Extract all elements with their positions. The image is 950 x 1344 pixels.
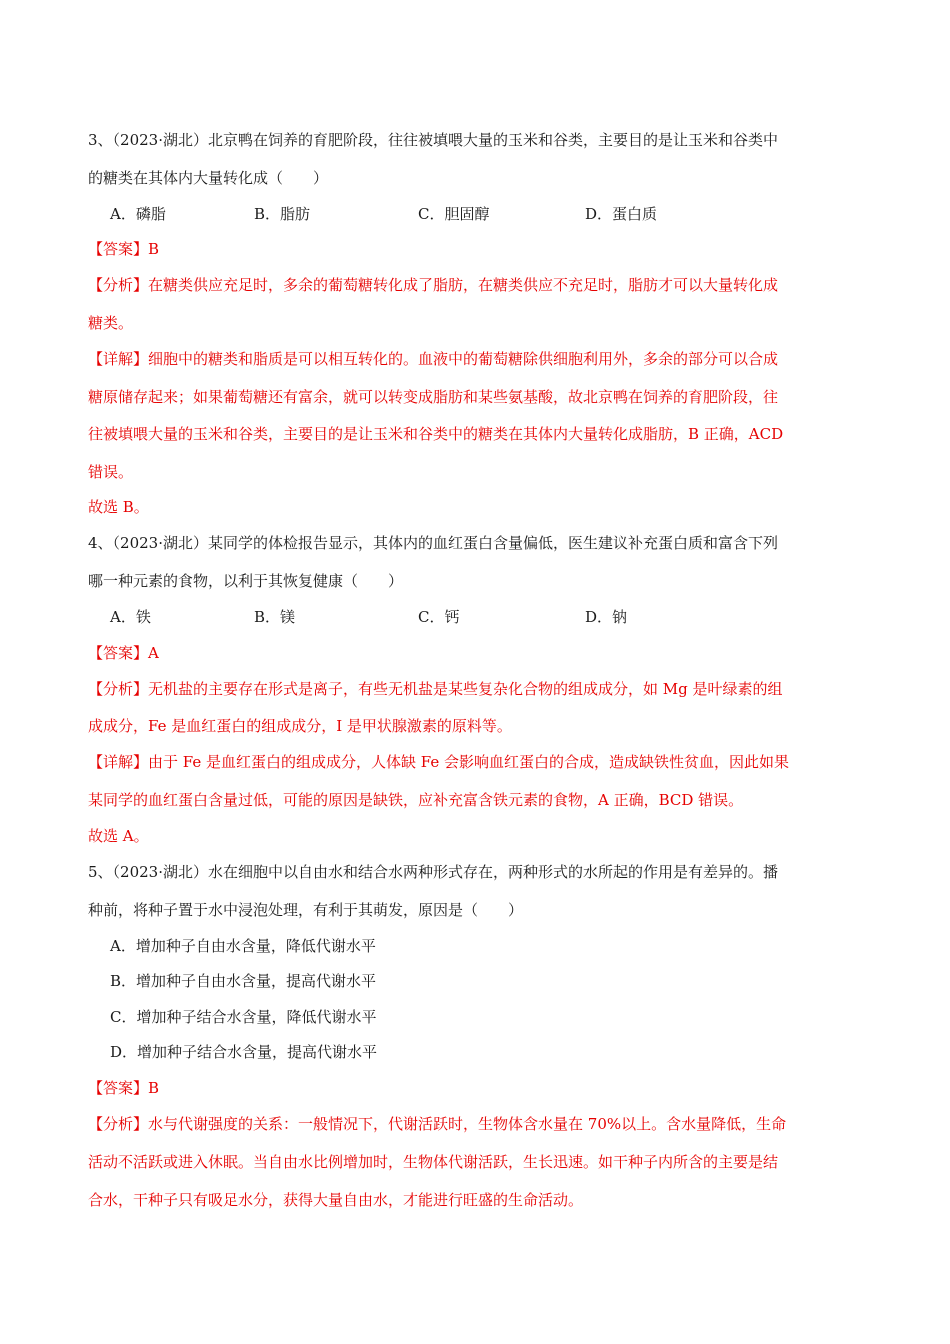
question-4-analysis-line-1: 【分析】无机盐的主要存在形式是离子，有些无机盐是某些复杂化合物的组成成分，如 Mg 是叶绿素的组 <box>88 680 783 698</box>
question-5-analysis-line-1: 【分析】水与代谢强度的关系：一般情况下，代谢活跃时，生物体含水量在 70%以上。含水量降低，生命 <box>88 1115 787 1133</box>
question-4-option-c: C．钙 <box>418 608 460 626</box>
question-3-option-b: B．脂肪 <box>254 205 311 223</box>
question-3-option-d: D．蛋白质 <box>585 205 658 223</box>
question-4-option-d: D．钠 <box>585 608 628 626</box>
question-5-stem-line-1: 5、（2023·湖北）水在细胞中以自由水和结合水两种形式存在，两种形式的水所起的作用是有差异的。播 <box>88 863 778 881</box>
question-3-stem-line-1: 3、（2023·湖北）北京鸭在饲养的育肥阶段，往往被填喂大量的玉米和谷类，主要目的是让玉米和谷类中 <box>88 131 778 149</box>
question-5-analysis-line-2: 活动不活跃或进入休眠。当自由水比例增加时，生物体代谢活跃，生长迅速。如干种子内所含的主要是结 <box>88 1153 779 1171</box>
question-5-option-d: D．增加种子结合水含量，提高代谢水平 <box>110 1043 378 1061</box>
question-5-stem-line-2: 种前，将种子置于水中浸泡处理，有利于其萌发，原因是（ ） <box>88 901 524 919</box>
question-5-analysis-line-3: 合水，干种子只有吸足水分，获得大量自由水，才能进行旺盛的生命活动。 <box>88 1191 584 1209</box>
question-4-answer: 【答案】A <box>88 644 159 662</box>
question-3-conclusion: 故选 B。 <box>88 498 149 516</box>
question-3-analysis-line-1: 【分析】在糖类供应充足时，多余的葡萄糖转化成了脂肪，在糖类供应不充足时，脂肪才可以大量转化成 <box>88 276 779 294</box>
question-4-stem-line-1: 4、（2023·湖北）某同学的体检报告显示，其体内的血红蛋白含量偏低，医生建议补充蛋白质和富含下列 <box>88 534 778 552</box>
question-4-conclusion: 故选 A。 <box>88 827 149 845</box>
question-3-detail-line-1: 【详解】细胞中的糖类和脂质是可以相互转化的。血液中的葡萄糖除供细胞利用外，多余的部分可以合成 <box>88 350 779 368</box>
question-4-stem-line-2: 哪一种元素的食物，以利于其恢复健康（ ） <box>88 572 404 590</box>
question-5-option-a: A．增加种子自由水含量，降低代谢水平 <box>110 937 376 955</box>
question-4-option-a: A．铁 <box>110 608 151 626</box>
question-5-option-c: C．增加种子结合水含量，降低代谢水平 <box>110 1008 377 1026</box>
question-3-detail-line-2: 糖原储存起来；如果葡萄糖还有富余，就可以转变成脂肪和某些氨基酸，故北京鸭在饲养的育肥阶段，往 <box>88 388 779 406</box>
question-4-detail-line-1: 【详解】由于 Fe 是血红蛋白的组成成分，人体缺 Fe 会影响血红蛋白的合成，造成缺铁性贫血，因此如果 <box>88 753 790 771</box>
question-3-option-c: C．胆固醇 <box>418 205 490 223</box>
question-5-option-b: B．增加种子自由水含量，提高代谢水平 <box>110 972 377 990</box>
question-5-answer: 【答案】B <box>88 1079 160 1097</box>
question-3-detail-line-3: 往被填喂大量的玉米和谷类，主要目的是让玉米和谷类中的糖类在其体内大量转化成脂肪，B 正确，ACD <box>88 425 784 443</box>
question-3-answer: 【答案】B <box>88 240 160 258</box>
question-3-stem-line-2: 的糖类在其体内大量转化成（ ） <box>88 169 329 187</box>
question-4-option-b: B．镁 <box>254 608 296 626</box>
question-3-analysis-line-2: 糖类。 <box>88 314 134 332</box>
question-4-detail-line-2: 某同学的血红蛋白含量过低，可能的原因是缺铁，应补充富含铁元素的食物，A 正确，BCD 错误。 <box>88 791 744 809</box>
question-3-option-a: A．磷脂 <box>110 205 166 223</box>
question-3-detail-line-4: 错误。 <box>88 463 134 481</box>
question-4-analysis-line-2: 成成分，Fe 是血红蛋白的组成成分，I 是甲状腺激素的原料等。 <box>88 717 512 735</box>
